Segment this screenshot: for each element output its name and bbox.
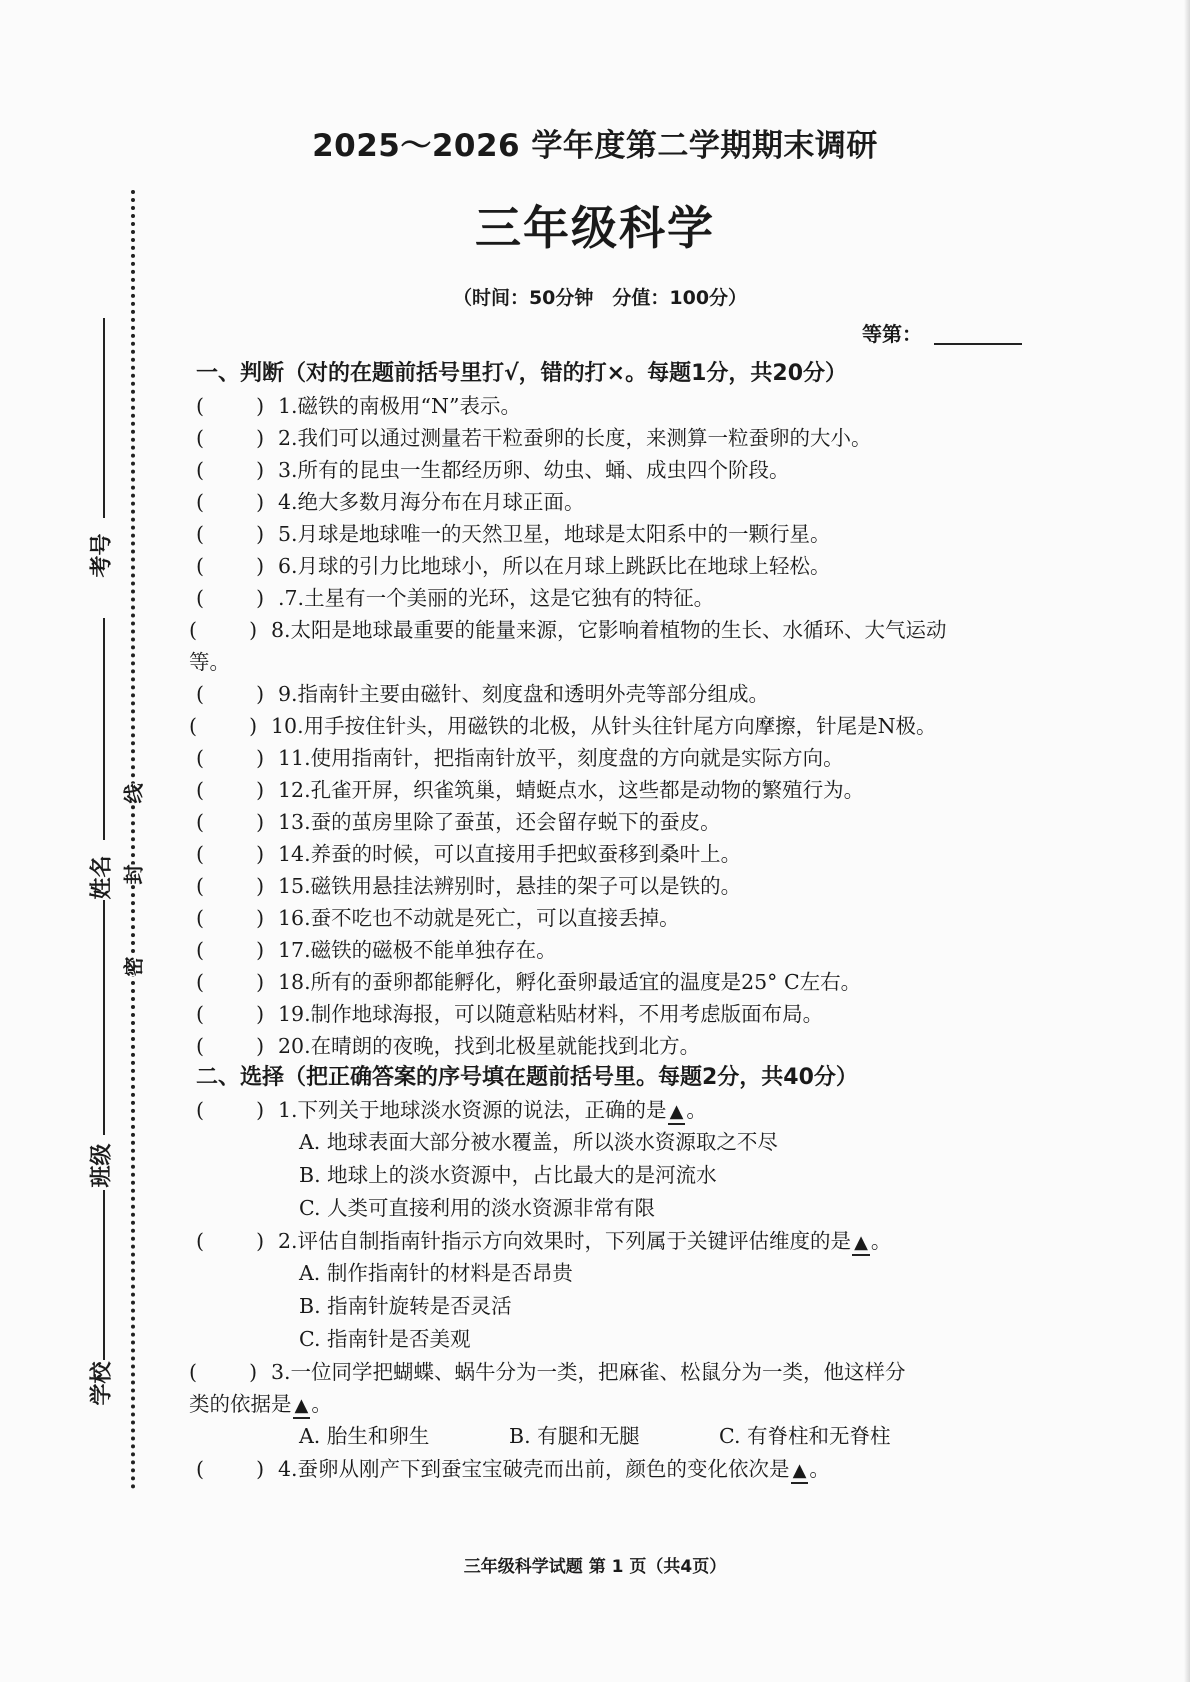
answer-paren[interactable]: ( ) [196, 1098, 265, 1122]
question-text: 20.在晴朗的夜晚，找到北极星就能找到北方。 [278, 1034, 701, 1058]
option-b: B. 地球上的淡水资源中，占比最大的是河流水 [299, 1163, 717, 1187]
seal-char-xian: 线 [116, 784, 149, 804]
question-text: 1.磁铁的南极用“N”表示。 [278, 394, 521, 418]
section2-heading: 二、选择（把正确答案的序号填在题前括号里。每题2分，共40分） [196, 1065, 858, 1090]
question-text: 5.月球是地球唯一的天然卫星，地球是太阳系中的一颗行星。 [278, 522, 831, 546]
judge-question-9 [196, 678, 1016, 710]
judge-question-7 [196, 582, 1016, 614]
question-text: 类的依据是 [189, 1392, 292, 1416]
choice-question-3 [189, 1356, 1016, 1388]
judge-question-17 [196, 934, 1016, 966]
seal-char-feng: 封 [116, 865, 149, 885]
answer-paren[interactable]: ( ) [189, 618, 258, 642]
seal-char-mi: 密 [116, 957, 149, 977]
grade-blank[interactable] [934, 343, 1022, 345]
judge-question-16 [196, 902, 1016, 934]
judge-question-8 [189, 614, 979, 678]
question-end: 。 [809, 1457, 830, 1481]
answer-paren[interactable]: ( ) [196, 1457, 265, 1481]
judge-question-19 [196, 998, 1016, 1030]
exam-no-label: 考号 [89, 533, 115, 578]
answer-paren[interactable]: ( ) [196, 938, 265, 962]
judge-question-6 [196, 550, 1016, 582]
exam-meta: （时间：50分钟 分值：100分） [452, 287, 748, 309]
answer-paren[interactable]: ( ) [196, 746, 265, 770]
question-text: 6.月球的引力比地球小，所以在月球上跳跃比在地球上轻松。 [278, 554, 831, 578]
question-text: 4.蚕卵从刚产下到蚕宝宝破壳而出前，颜色的变化依次是 [278, 1457, 790, 1481]
question-text: 3.一位同学把蝴蝶、蜗牛分为一类，把麻雀、松鼠分为一类，他这样分 [271, 1360, 906, 1384]
option-c: C. 有脊柱和无脊柱 [719, 1424, 891, 1448]
question-text: 13.蚕的茧房里除了蚕茧，还会留存蜕下的蚕皮。 [278, 810, 721, 834]
name-line [103, 618, 105, 840]
name-label: 姓名 [89, 855, 115, 900]
question-end: 。 [686, 1098, 707, 1122]
question-text: 10.用手按住针头，用磁铁的北极，从针头往针尾方向摩擦，针尾是N极。 [271, 714, 937, 738]
answer-paren[interactable]: ( ) [196, 522, 265, 546]
judge-question-5 [196, 518, 1016, 550]
judge-question-14 [196, 838, 1016, 870]
judge-question-4 [196, 486, 1016, 518]
answer-paren[interactable]: ( ) [196, 554, 265, 578]
judge-question-20 [196, 1030, 1016, 1062]
answer-blank[interactable]: ▲ [852, 1232, 870, 1256]
answer-paren[interactable]: ( ) [196, 682, 265, 706]
question-text: 1.下列关于地球淡水资源的说法，正确的是 [278, 1098, 667, 1122]
judge-question-3 [196, 454, 1016, 486]
choice-question-1 [196, 1094, 1016, 1126]
seal-dotted-line [131, 190, 135, 1490]
question-text: 2.我们可以通过测量若干粒蚕卵的长度，来测算一粒蚕卵的大小。 [278, 426, 872, 450]
judge-question-10 [189, 710, 979, 742]
answer-paren[interactable]: ( ) [196, 906, 265, 930]
choice-question-4 [196, 1453, 1016, 1485]
question-text: 15.磁铁用悬挂法辨别时，悬挂的架子可以是铁的。 [278, 874, 742, 898]
question-text: 18.所有的蚕卵都能孵化，孵化蚕卵最适宜的温度是25° C左右。 [278, 970, 862, 994]
answer-paren[interactable]: ( ) [196, 1229, 265, 1253]
school-label: 学校 [89, 1361, 115, 1406]
section1-items [189, 390, 1016, 1062]
answer-paren[interactable]: ( ) [196, 970, 265, 994]
class-line [103, 900, 105, 1135]
answer-paren[interactable]: ( ) [196, 586, 265, 610]
answer-paren[interactable]: ( ) [196, 1034, 265, 1058]
option-a: A. 胎生和卵生 [299, 1424, 430, 1448]
section1-heading: 一、判断（对的在题前括号里打√，错的打×。每题1分，共20分） [196, 361, 848, 386]
exam-title: 2025～2026 学年度第二学期期末调研 [312, 128, 878, 164]
question-text: 19.制作地球海报，可以随意粘贴材料，不用考虑版面布局。 [278, 1002, 824, 1026]
choice-question-3-cont [189, 1388, 1016, 1420]
answer-paren[interactable]: ( ) [196, 490, 265, 514]
answer-blank[interactable]: ▲ [668, 1101, 686, 1125]
grade-field [862, 318, 1022, 347]
option-a: A. 地球表面大部分被水覆盖，所以淡水资源取之不尽 [299, 1130, 778, 1154]
judge-question-2 [196, 422, 1016, 454]
option-b: B. 有腿和无腿 [509, 1424, 640, 1448]
answer-paren[interactable]: ( ) [189, 1360, 258, 1384]
judge-question-12 [196, 774, 1016, 806]
answer-paren[interactable]: ( ) [189, 714, 258, 738]
question-text: 9.指南针主要由磁针、刻度盘和透明外壳等部分组成。 [278, 682, 770, 706]
answer-paren[interactable]: ( ) [196, 394, 265, 418]
choice-question-2 [196, 1225, 1016, 1257]
page-footer: 三年级科学试题 第 1 页（共4页） [463, 1557, 727, 1577]
option-a: A. 制作指南针的材料是否昂贵 [299, 1261, 573, 1285]
option-c: C. 指南针是否美观 [299, 1327, 471, 1351]
scan-edge [1184, 0, 1190, 1682]
answer-paren[interactable]: ( ) [196, 842, 265, 866]
answer-paren[interactable]: ( ) [196, 426, 265, 450]
option-row [196, 1420, 1016, 1453]
option-c: C. 人类可直接利用的淡水资源非常有限 [299, 1196, 655, 1220]
question-text: 3.所有的昆虫一生都经历卵、幼虫、蛹、成虫四个阶段。 [278, 458, 790, 482]
question-text: 2.评估自制指南针指示方向效果时，下列属于关键评估维度的是 [278, 1229, 852, 1253]
answer-paren[interactable]: ( ) [196, 1002, 265, 1026]
question-text: 14.养蚕的时候，可以直接用手把蚁蚕移到桑叶上。 [278, 842, 742, 866]
school-line [103, 1190, 105, 1360]
exam-content [189, 358, 1016, 1485]
answer-paren[interactable]: ( ) [196, 458, 265, 482]
question-end: 。 [870, 1229, 892, 1253]
answer-paren[interactable]: ( ) [196, 810, 265, 834]
question-text: 17.磁铁的磁极不能单独存在。 [278, 938, 557, 962]
judge-question-1 [196, 390, 1016, 422]
judge-question-15 [196, 870, 1016, 902]
option-b: B. 指南针旋转是否灵活 [299, 1294, 512, 1318]
question-text: 12.孔雀开屏，织雀筑巢，蜻蜓点水，这些都是动物的繁殖行为。 [278, 778, 865, 802]
question-text: 4.绝大多数月海分布在月球正面。 [278, 490, 585, 514]
judge-question-13 [196, 806, 1016, 838]
question-text: 8.太阳是地球最重要的能量来源，它影响着植物的生长、水循环、大气运动等。 [189, 618, 947, 674]
class-label: 班级 [89, 1143, 115, 1188]
answer-paren[interactable]: ( ) [196, 778, 265, 802]
question-end: 。 [311, 1392, 332, 1416]
question-text: .7.土星有一个美丽的光环，这是它独有的特征。 [278, 586, 715, 610]
grade-label: 等第： [862, 322, 922, 346]
answer-blank[interactable]: ▲ [293, 1395, 311, 1419]
judge-question-18 [196, 966, 1016, 998]
answer-paren[interactable]: ( ) [196, 874, 265, 898]
question-text: 11.使用指南针，把指南针放平，刻度盘的方向就是实际方向。 [278, 746, 844, 770]
subject-title: 三年级科学 [475, 201, 715, 255]
exam-no-line [103, 318, 105, 518]
judge-question-11 [196, 742, 1016, 774]
answer-blank[interactable]: ▲ [791, 1460, 809, 1484]
question-text: 16.蚕不吃也不动就是死亡，可以直接丢掉。 [278, 906, 680, 930]
